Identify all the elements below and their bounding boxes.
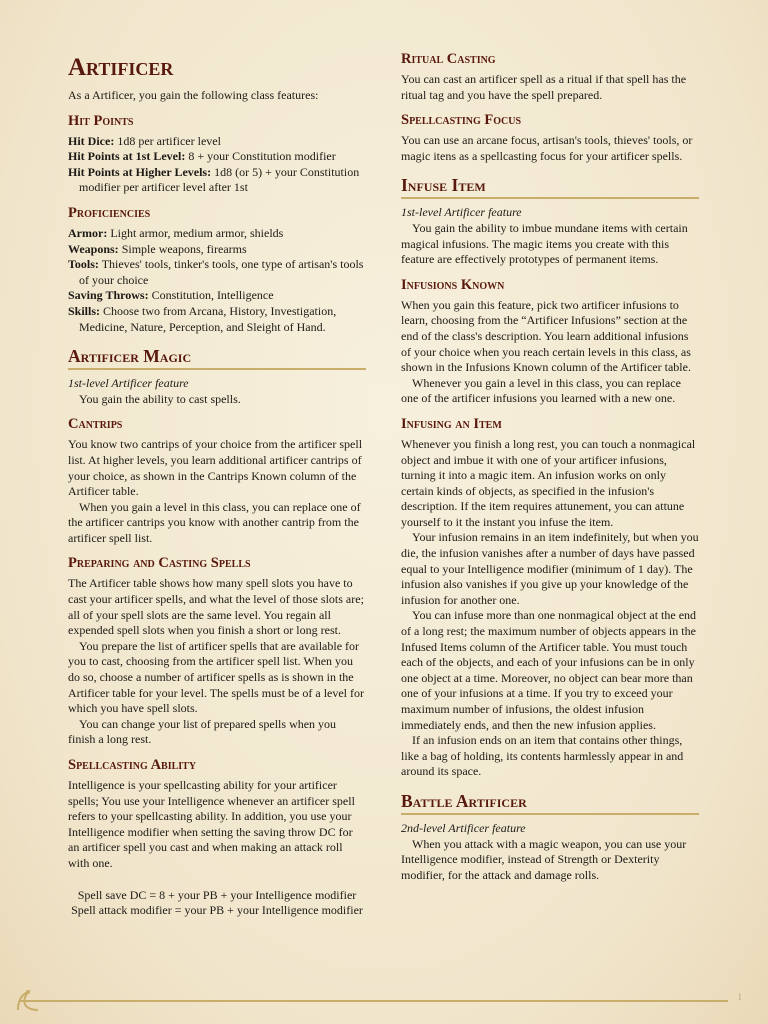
armor-label: Armor: xyxy=(68,225,108,240)
infuse-item-heading: Infuse Item xyxy=(401,174,699,199)
proficiencies-heading: Proficiencies xyxy=(68,204,151,221)
hit-dice-line xyxy=(68,134,366,150)
intro-text: As a Artificer, you gain the following class features: xyxy=(68,88,319,102)
infuse-feature-level: 1st-level Artificer feature xyxy=(401,205,522,220)
infusions-known-paragraph-1: When you gain this feature, pick two artificer infusions to learn, choosing from the “Artificer Infusions” section at the end of the class's description. You learn additional infusions of your choice when you reach certain levels in this class, as shown in the Infusions Known column of the Artificer table. xyxy=(401,297,691,375)
ability-paragraph-1: Intelligence is your spellcasting ability for your artificer spells; You use your Intelligence whenever an artificer spell refers to your spellcasting ability. In addition, you use your Intelligence modifier when setting the saving throw DC for an artificer spell you cast and when making an attack roll with one. xyxy=(68,778,355,870)
higher-level-hp-line xyxy=(68,165,366,196)
armor-text: Light armor, medium armor, shields xyxy=(107,225,284,240)
footer-rule xyxy=(20,1000,728,1002)
preparing-paragraph-2: You prepare the list of artificer spells that are available for you to cast, choosing from the artificer spell list. When you do so, choose a number of artificer spells as is shown in the Artificer table for your level. The spells must be of a level for which you have spell slots. xyxy=(68,638,365,716)
infusing-paragraph-1: Whenever you finish a long rest, you can touch a nonmagical object and imbue it with one of your artificer infusions, turning it into a magic item. An infusion works on only certain kinds of objects, as specified in the infusion's description. If the item requires attunement, you can attune yourself to it the instant you infuse the item. xyxy=(401,436,696,529)
spell-save-dc-formula: Spell save DC = 8 + your PB + your Intelligence modifier xyxy=(77,887,357,902)
cantrips-heading: Cantrips xyxy=(68,416,123,433)
infuse-item-text: You gain the ability to imbue mundane items with certain magical infusions. The magic items you create with this feature are effectively prototypes of permanent items. xyxy=(401,220,688,267)
cantrips-paragraph-2: When you gain a level in this class, you can replace one of the artificer cantrips you know with another cantrip from the artificer spell list. xyxy=(68,499,361,545)
preparing-casting-heading: Preparing and Casting Spells xyxy=(68,555,251,572)
skills-line xyxy=(68,304,366,335)
first-level-hp-text: 8 + your Constitution modifier xyxy=(185,149,336,164)
spellcasting-focus-text: You can use an arcane focus, artisan's tools, thieves' tools, or magic itens as a spellcasting focus for your artificer spells. xyxy=(401,133,693,163)
ritual-casting-heading: Ritual Casting xyxy=(401,51,496,67)
class-title: Artificer xyxy=(68,54,174,81)
magic-text: You gain the ability to cast spells. xyxy=(79,391,241,406)
weapons-label: Weapons: xyxy=(68,241,119,256)
infusing-paragraph-2: Your infusion remains in an item indefinitely, but when you die, the infusion vanishes after a number of days have passed equal to your Intelligence modifier (minimum of 1 day). The infusion also vanishes if you give up your knowledge of the infusion for another one. xyxy=(401,530,699,607)
preparing-paragraph-3: You can change your list of prepared spells when you finish a long rest. xyxy=(68,716,337,747)
weapons-text: Simple weapons, firearms xyxy=(118,241,247,256)
armor-line xyxy=(68,226,366,242)
battle-feature-level: 2nd-level Artificer feature xyxy=(401,820,526,835)
infusing-item-heading: Infusing an Item xyxy=(401,415,502,432)
hit-dice-label: Hit Dice: xyxy=(68,133,115,148)
higher-level-hp-text: 1d8 (or 5) + your Constitution modifier per artificer level after 1st xyxy=(79,164,360,195)
spellcasting-focus-heading: Spellcasting Focus xyxy=(401,112,522,129)
footer-ornament-icon xyxy=(14,986,42,1014)
magic-feature-level: 1st-level Artificer feature xyxy=(68,376,189,391)
spell-formulas xyxy=(68,888,366,919)
right-column xyxy=(401,50,699,883)
hit-dice-text: 1d8 per artificer level xyxy=(114,133,221,148)
battle-artificer-text: When you attack with a magic weapon, you can use your Intelligence modifier, instead of Strength or Dexterity modifier, for the attack and damage rolls. xyxy=(401,836,687,882)
saving-throws-text: Constitution, Intelligence xyxy=(148,288,274,303)
saving-throws-label: Saving Throws: xyxy=(68,288,149,303)
first-level-hp-label: Hit Points at 1st Level: xyxy=(68,149,186,164)
battle-artificer-heading: Battle Artificer xyxy=(401,790,699,815)
spell-attack-formula: Spell attack modifier = your PB + your Intelligence modifier xyxy=(71,903,363,918)
spellcasting-ability-heading: Spellcasting Ability xyxy=(68,757,197,773)
cantrips-paragraph-1: You know two cantrips of your choice from the artificer spell list. At higher levels, you learn additional artificer cantrips of your choice, as shown in the Cantrips Known column of the Artificer table. xyxy=(68,437,363,499)
artificer-magic-heading: Artificer Magic xyxy=(68,345,366,370)
higher-level-hp-label: Hit Points at Higher Levels: xyxy=(68,164,212,179)
infusions-known-paragraph-2: Whenever you gain a level in this class, you can replace one of the artificer infusions you learned with a new one. xyxy=(401,375,681,406)
tools-text: Thieves' tools, tinker's tools, one type of artisan's tools of your choice xyxy=(79,257,364,287)
weapons-line xyxy=(68,242,366,258)
page-number: 1 xyxy=(737,992,742,1002)
infusions-known-heading: Infusions Known xyxy=(401,276,505,293)
first-level-hp-line xyxy=(68,149,366,165)
saving-throws-line xyxy=(68,288,366,304)
hit-points-heading: Hit Points xyxy=(68,112,134,129)
left-column xyxy=(68,50,366,919)
infusing-paragraph-4: If an infusion ends on an item that contains other things, like a bag of holding, its contents harmlessly appear in and around its space. xyxy=(401,733,684,779)
tools-line xyxy=(68,257,366,288)
skills-text: Choose two from Arcana, History, Investigation, Medicine, Nature, Perception, and Sleight of Hand. xyxy=(79,303,337,334)
skills-label: Skills: xyxy=(68,303,101,318)
tools-label: Tools: xyxy=(68,257,99,272)
infusing-paragraph-3: You can infuse more than one nonmagical object at the end of a long rest; the maximum number of objects appears in the Infused Items column of the Artificer table. You must touch each of the objects, and each of your infusions can be in only one object at a time. Moreover, no object can bear more than one of your infusions at a time. If you try to exceed your maximum number of infusions, the oldest infusion immediately ends, and then the new infusion applies. xyxy=(401,608,697,732)
preparing-paragraph-1: The Artificer table shows how many spell slots you have to cast your artificer spells, and what the level of those slots are; all of your spell slots are the same level. You regain all expended spell slots when you finish a short or long rest. xyxy=(68,576,364,638)
ritual-casting-text: You can cast an artificer spell as a ritual if that spell has the ritual tag and you have the spell prepared. xyxy=(401,72,687,102)
